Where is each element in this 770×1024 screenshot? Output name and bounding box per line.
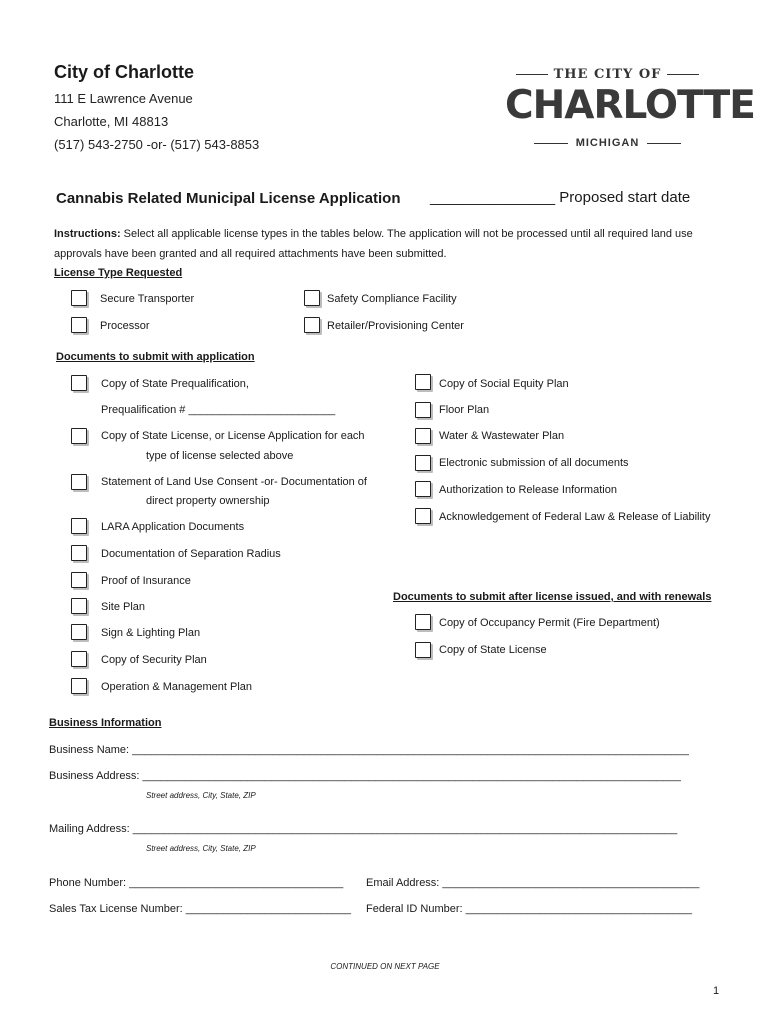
application-title: Cannabis Related Municipal License Application	[56, 190, 401, 207]
checkbox-floor-plan[interactable]	[415, 402, 431, 418]
checkbox-security-plan[interactable]	[71, 651, 87, 667]
checkbox-processor[interactable]	[71, 317, 87, 333]
label-operation-management-plan: Operation & Management Plan	[101, 681, 253, 693]
checkbox-occupancy-permit[interactable]	[415, 614, 431, 630]
phone-numbers: (517) 543-2750 -or- (517) 543-8853	[54, 137, 260, 152]
checkbox-state-prequalification[interactable]	[71, 375, 87, 391]
business-name-field[interactable]: Business Name: ___________________________________________________________________________________________	[49, 744, 689, 756]
page-number: 1	[713, 985, 720, 997]
continued-note: CONTINUED ON NEXT PAGE	[330, 962, 440, 971]
label-state-license: Copy of State License, or License Application for each	[101, 430, 365, 442]
checkbox-separation-radius[interactable]	[71, 545, 87, 561]
checkbox-electronic-submission[interactable]	[415, 455, 431, 471]
label-occupancy-permit: Copy of Occupancy Permit (Fire Department)	[439, 617, 660, 629]
checkbox-social-equity-plan[interactable]	[415, 374, 431, 390]
logo-top-text: THE CITY OF	[553, 67, 662, 82]
business-address-hint: Street address, City, State, ZIP	[146, 791, 256, 800]
instructions	[54, 224, 726, 264]
checkbox-secure-transporter[interactable]	[71, 290, 87, 306]
after-license-heading: Documents to submit after license issued, and with renewals	[393, 591, 712, 603]
checkbox-retailer[interactable]	[304, 317, 320, 333]
label-sign-lighting-plan: Sign & Lighting Plan	[101, 627, 201, 639]
logo-bottom-text: MICHIGAN	[575, 137, 640, 149]
email-address-field[interactable]: Email Address: __________________________________________	[366, 877, 700, 889]
logo-main-text: CHARLOTTE	[505, 83, 755, 128]
sales-tax-license-field[interactable]: Sales Tax License Number: ___________________________	[49, 903, 351, 915]
label-water-wastewater-plan: Water & Wastewater Plan	[439, 430, 565, 442]
label-processor: Processor	[100, 320, 150, 332]
city-logo	[505, 60, 755, 155]
label-state-license-cont: type of license selected above	[146, 450, 294, 462]
instructions-label: Instructions:	[54, 228, 121, 240]
checkbox-site-plan[interactable]	[71, 598, 87, 614]
license-type-heading: License Type Requested	[54, 267, 183, 279]
phone-number-field[interactable]: Phone Number: ___________________________________	[49, 877, 344, 889]
label-authorization-release: Authorization to Release Information	[439, 484, 617, 496]
mailing-address-field[interactable]: Mailing Address: _________________________________________________________________________________________	[49, 823, 678, 835]
instructions-text: Select all applicable license types in the tables below. The application will not be processed until all required land use approvals have been granted and all required attachments have been submitted.	[54, 228, 693, 260]
checkbox-sign-lighting-plan[interactable]	[71, 624, 87, 640]
label-separation-radius: Documentation of Separation Radius	[101, 548, 281, 560]
business-info-heading: Business Information	[49, 717, 162, 729]
checkbox-state-license[interactable]	[71, 428, 87, 444]
business-address-field[interactable]: Business Address: ________________________________________________________________________________________	[49, 770, 681, 782]
label-state-prequalification: Copy of State Prequalification,	[101, 378, 249, 390]
checkbox-operation-management-plan[interactable]	[71, 678, 87, 694]
label-lara-documents: LARA Application Documents	[101, 521, 245, 533]
label-land-use-consent: Statement of Land Use Consent -or- Documentation of	[101, 476, 367, 488]
proposed-start-date-field[interactable]: _______________ Proposed start date	[430, 189, 691, 206]
org-name: City of Charlotte	[54, 62, 195, 82]
label-land-use-consent-cont: direct property ownership	[146, 495, 270, 507]
label-state-license-renewal: Copy of State License	[439, 644, 547, 656]
checkbox-state-license-renewal[interactable]	[415, 642, 431, 658]
mailing-address-hint: Street address, City, State, ZIP	[146, 844, 256, 853]
label-retailer: Retailer/Provisioning Center	[327, 320, 464, 332]
label-proof-of-insurance: Proof of Insurance	[101, 575, 191, 587]
checkbox-proof-of-insurance[interactable]	[71, 572, 87, 588]
label-social-equity-plan: Copy of Social Equity Plan	[439, 378, 569, 390]
checkbox-lara-documents[interactable]	[71, 518, 87, 534]
label-federal-law-acknowledgement: Acknowledgement of Federal Law & Release of Liability	[439, 511, 711, 523]
documents-heading: Documents to submit with application	[56, 351, 255, 363]
label-floor-plan: Floor Plan	[439, 404, 490, 416]
label-security-plan: Copy of Security Plan	[101, 654, 207, 666]
prequalification-number-field[interactable]: Prequalification # ________________________	[101, 404, 336, 416]
checkbox-safety-compliance[interactable]	[304, 290, 320, 306]
checkbox-federal-law-acknowledgement[interactable]	[415, 508, 431, 524]
address-line-1: 111 E Lawrence Avenue	[54, 91, 193, 106]
label-site-plan: Site Plan	[101, 601, 146, 613]
label-safety-compliance: Safety Compliance Facility	[327, 293, 457, 305]
federal-id-field[interactable]: Federal ID Number: _____________________________________	[366, 903, 692, 915]
checkbox-water-wastewater-plan[interactable]	[415, 428, 431, 444]
label-electronic-submission: Electronic submission of all documents	[439, 457, 629, 469]
checkbox-land-use-consent[interactable]	[71, 474, 87, 490]
address-line-2: Charlotte, MI 48813	[54, 114, 169, 129]
label-secure-transporter: Secure Transporter	[100, 293, 195, 305]
checkbox-authorization-release[interactable]	[415, 481, 431, 497]
